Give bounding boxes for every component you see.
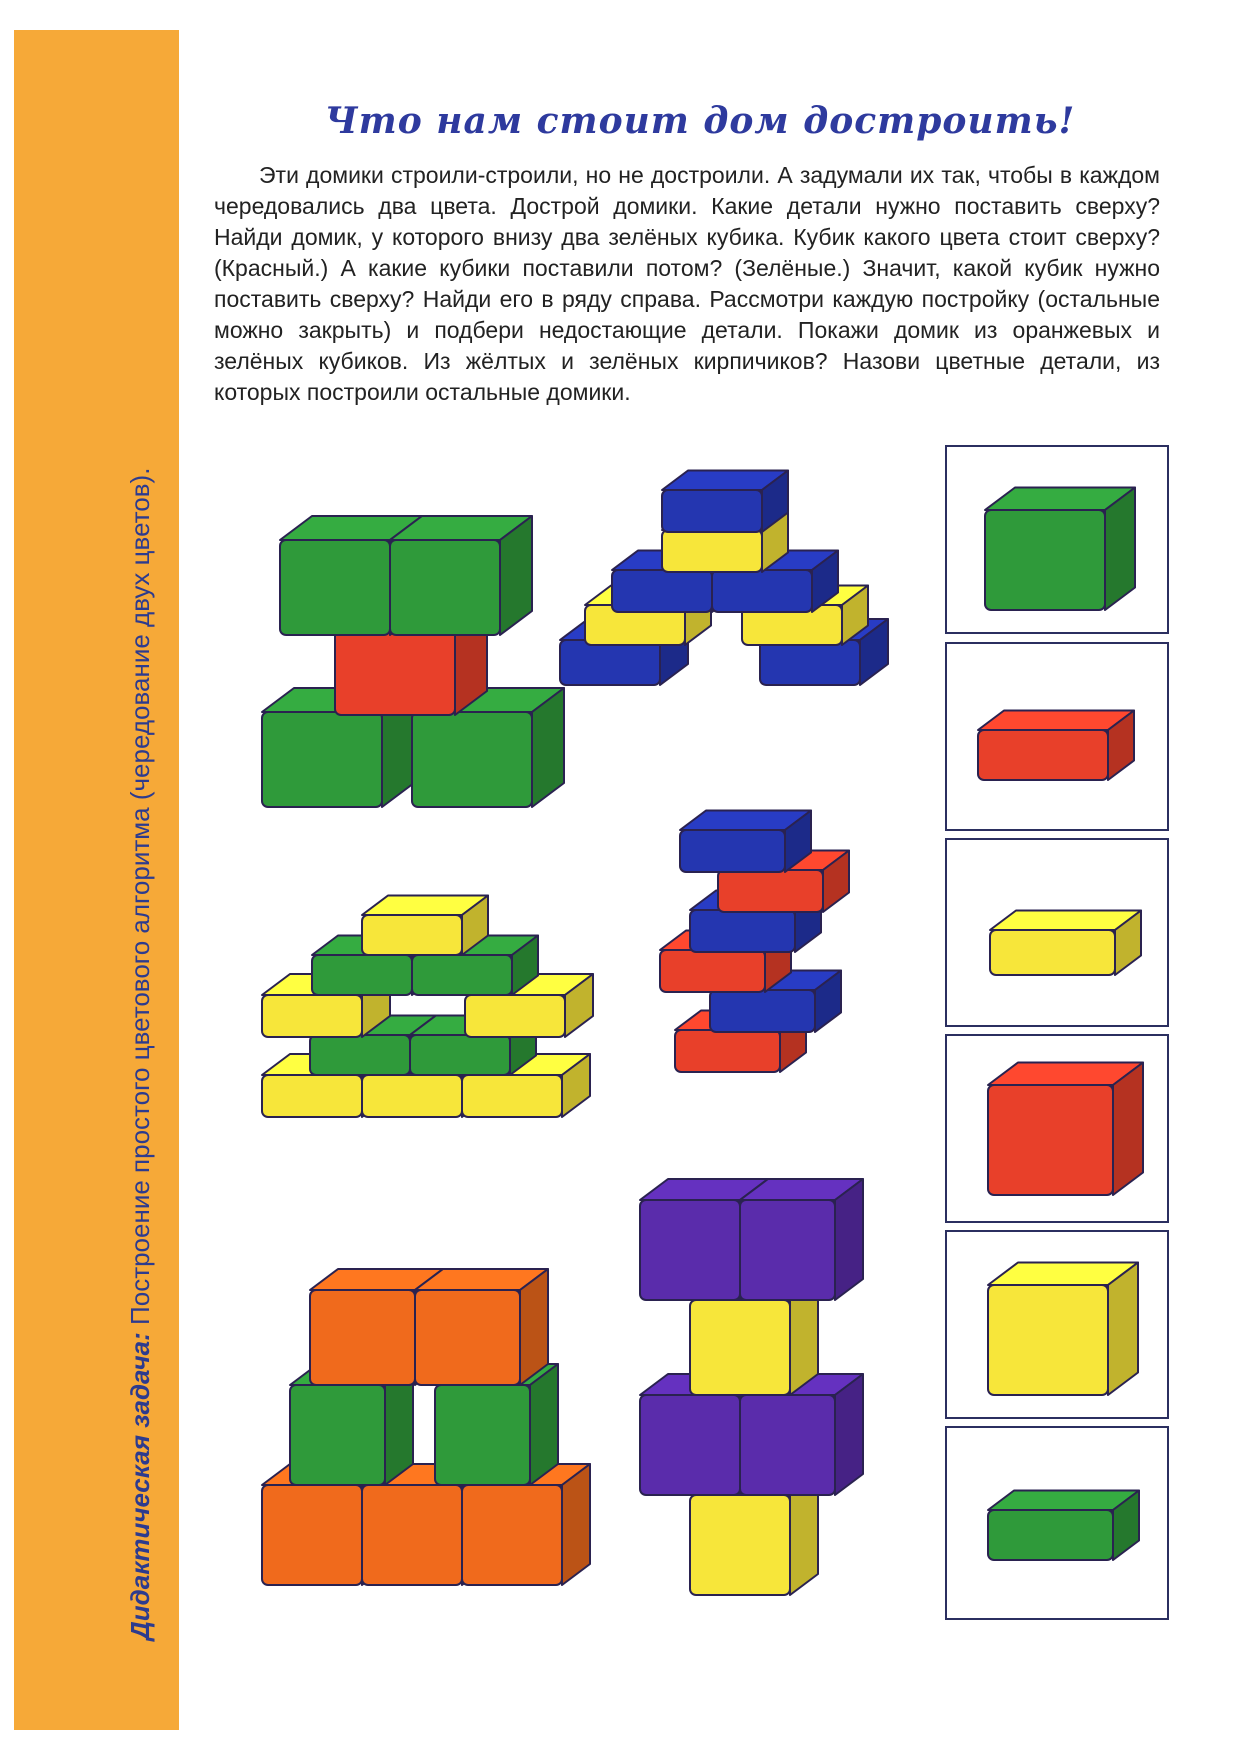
b3-yellow-row3-2-front <box>465 995 565 1037</box>
b3-yellow-row3-1-front <box>262 995 362 1037</box>
b3-yellow-top-front <box>362 915 462 955</box>
b2-yellow-top-front <box>662 530 762 572</box>
b5-orange-top-right-front <box>415 1290 520 1385</box>
answer-piece-2-red-brick-front <box>978 730 1108 780</box>
answer-piece-1-green-cube-side <box>1105 488 1135 611</box>
b4-blue-2-front <box>710 990 815 1032</box>
answer-piece-5-yellow-cube-front <box>988 1285 1108 1395</box>
answer-piece-1-green-cube-front <box>985 510 1105 610</box>
answer-piece-3-yellow-brick-front <box>990 930 1115 975</box>
b3-yellow-bottom-2-front <box>362 1075 462 1117</box>
b2-blue-bottom-right-front <box>760 640 860 685</box>
answer-piece-4-red-cube-front <box>988 1085 1113 1195</box>
b1-green-top-right-front <box>390 540 500 635</box>
b5-green-right-side <box>530 1364 558 1485</box>
b6-purple-mid-left-front <box>640 1395 740 1495</box>
b1-green-bottom-right-front <box>412 712 532 807</box>
b5-green-right-front <box>435 1385 530 1485</box>
b5-orange-top-left-front <box>310 1290 415 1385</box>
b1-green-bottom-left-front <box>262 712 382 807</box>
b4-blue-6-front <box>680 830 785 872</box>
b6-purple-top-right-side <box>835 1179 863 1300</box>
b5-orange-top-right-side <box>520 1269 548 1385</box>
b3-green-row4-1-front <box>312 955 412 995</box>
b2-blue-bottom-left-front <box>560 640 660 685</box>
b4-red-3-front <box>660 950 765 992</box>
b2-blue-upper-right-front <box>712 570 812 612</box>
b4-blue-4-front <box>690 910 795 952</box>
instruction-paragraph: Эти домики строили-строили, но не достроили. А задумали их так, чтобы в каждом чередовались два цвета. Дострой домики. Какие детали нужно поставить сверху? Найди домик, у которого внизу два зелёных кубика. Кубик какого цвета стоит сверху? (Красный.) А какие кубики поставили потом? (Зелёные.) Значит, какой кубик нужно поставить сверху? Найди его в ряду справа. Рассмотри каждую постройку (остальные можно закрыть) и подбери недостающие детали. Покажи домик из оранжевых и зелёных кубиков. Из жёлтых и зелёных кирпичиков? Назови цветные детали, из которых построили остальные домики. <box>214 162 1160 405</box>
b2-blue-upper-left-front <box>612 570 712 612</box>
b5-orange-3-front <box>462 1485 562 1585</box>
b3-yellow-bottom-1-front <box>262 1075 362 1117</box>
b3-green-row2-1-front <box>310 1035 410 1075</box>
b4-red-1-front <box>675 1030 780 1072</box>
b3-yellow-bottom-3-front <box>462 1075 562 1117</box>
page-title: Что нам стоит дом достроить! <box>324 100 1076 142</box>
b6-yellow-mid-front <box>690 1300 790 1395</box>
b2-blue-peak-front <box>662 490 762 532</box>
b3-green-row2-2-front <box>410 1035 510 1075</box>
b3-green-row4-2-front <box>412 955 512 995</box>
sidebar-label: Дидактическая задача: <box>125 1332 155 1640</box>
b1-green-top-left-front <box>280 540 390 635</box>
answer-piece-6-green-brick-front <box>988 1510 1113 1560</box>
answer-piece-4-red-cube-side <box>1113 1063 1143 1196</box>
b6-yellow-bottom-front <box>690 1495 790 1595</box>
b5-orange-2-front <box>362 1485 462 1585</box>
b5-orange-3-side <box>562 1464 590 1585</box>
b5-green-left-front <box>290 1385 385 1485</box>
b5-orange-1-front <box>262 1485 362 1585</box>
b6-purple-top-left-front <box>640 1200 740 1300</box>
b6-purple-mid-right-front <box>740 1395 835 1495</box>
sidebar-task-text: Построение простого цветового алгоритма (чередование двух цветов). <box>125 467 155 1325</box>
b6-purple-mid-right-side <box>835 1374 863 1495</box>
answer-piece-5-yellow-cube-side <box>1108 1263 1138 1396</box>
b4-red-5-front <box>718 870 823 912</box>
b6-purple-top-right-front <box>740 1200 835 1300</box>
